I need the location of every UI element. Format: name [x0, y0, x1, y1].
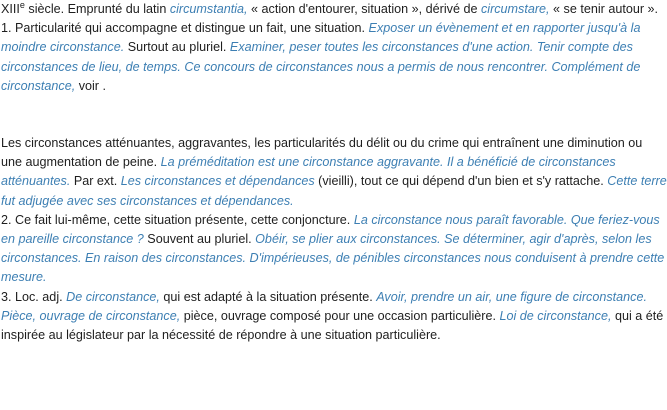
example-text: circonstances. En raison des circonstances. D'impérieuses, de pénibles circonstances nous conduisent à prendre cette: [1, 251, 665, 266]
definition-text: qui a été: [611, 308, 664, 323]
example-text: Cette terre: [607, 174, 667, 189]
example-text: Pièce, ouvrage de circonstance,: [1, 308, 181, 323]
example-text: Exposer un évènement et en rapporter jusqu'à la: [368, 21, 641, 36]
dictionary-entry: [1, 0, 667, 345]
example-text: Examiner, peser toutes les circonstances d'une action. Tenir compte des: [229, 40, 633, 55]
definition-text: inspirée au législateur par la nécessité de répondre à une situation particulière.: [1, 328, 441, 343]
definition-line: [1, 249, 665, 268]
example-text: La préméditation est une circonstance aggravante. Il a bénéficié de circonstances: [160, 155, 616, 170]
definition-3: [1, 288, 664, 346]
example-text: en pareille circonstance ?: [1, 232, 144, 247]
definition-text: 2. Ce fait lui-même, cette situation présente, cette conjoncture.: [1, 212, 354, 227]
definition-text: 3. Loc. adj.: [1, 289, 67, 304]
definition-line: [1, 153, 649, 172]
definition-text: Surtout au pluriel.: [124, 40, 230, 55]
example-text: De circonstance,: [66, 289, 160, 304]
definition-2: [1, 211, 665, 288]
definition-line: [1, 288, 649, 307]
definition-1: [1, 19, 649, 96]
definition-text: 1. Particularité qui accompagne et distingue un fait, une situation.: [1, 21, 369, 36]
example-text: circonstance,: [1, 78, 76, 93]
definition-line: [1, 172, 667, 191]
etymology-text: siècle. Emprunté du latin: [24, 2, 170, 16]
example-text: Loi de circonstance,: [499, 308, 612, 323]
definition-line: [1, 307, 664, 326]
blank-gap: [1, 96, 649, 134]
definition-1b: [1, 134, 667, 211]
definition-line: [1, 230, 652, 249]
definition-line: [1, 134, 649, 153]
definition-text: Souvent au pluriel.: [143, 232, 256, 247]
definition-text: Par ext.: [70, 174, 121, 189]
definition-text: (vieilli), tout ce qui dépend d'un bien et s'y rattache.: [314, 174, 608, 189]
definition-text: Les circonstances atténuantes, aggravantes, les particularités du délit ou du crime qui entraînent une diminution ou: [1, 136, 643, 151]
example-text: atténuantes.: [1, 174, 71, 189]
definition-line: [1, 19, 649, 38]
definition-text: qui est adapté à la situation présente.: [159, 289, 377, 304]
example-text: Avoir, prendre un air, une figure de circonstance.: [376, 289, 647, 304]
definition-text: pièce, ouvrage composé pour une occasion particulière.: [180, 308, 500, 323]
example-text: mesure.: [1, 270, 47, 285]
definition-text: voir .: [75, 78, 106, 93]
example-text: circonstances de lieu, de temps. Ce concours de circonstances nous a permis de nous rencontrer. Complément de: [1, 59, 641, 74]
definition-line: [1, 326, 649, 345]
etymology-line: [1, 0, 659, 19]
century-superscript: e: [19, 0, 25, 10]
latin-word: circumstare,: [480, 2, 550, 16]
example-text: Les circonstances et dépendances: [120, 174, 315, 189]
etymology-text: « se tenir autour ».: [549, 2, 659, 16]
etymology-century: XIII: [1, 2, 20, 16]
example-text: La circonstance nous paraît favorable. Que feriez-vous: [353, 212, 660, 227]
example-text: moindre circonstance.: [1, 40, 125, 55]
definition-line: [1, 58, 649, 77]
definition-line: [1, 268, 649, 287]
definition-line: [1, 211, 660, 230]
example-text: Obéir, se plier aux circonstances. Se déterminer, agir d'après, selon les: [255, 232, 652, 247]
definition-text: une augmentation de peine.: [1, 155, 161, 170]
definition-line: [1, 77, 649, 96]
etymology-text: « action d'entourer, situation », dérivé de: [247, 2, 481, 16]
latin-word: circumstantia,: [169, 2, 248, 16]
example-text: fut adjugée avec ses circonstances et dépendances.: [1, 193, 294, 208]
definition-line: [1, 192, 649, 211]
definition-line: [1, 38, 649, 57]
